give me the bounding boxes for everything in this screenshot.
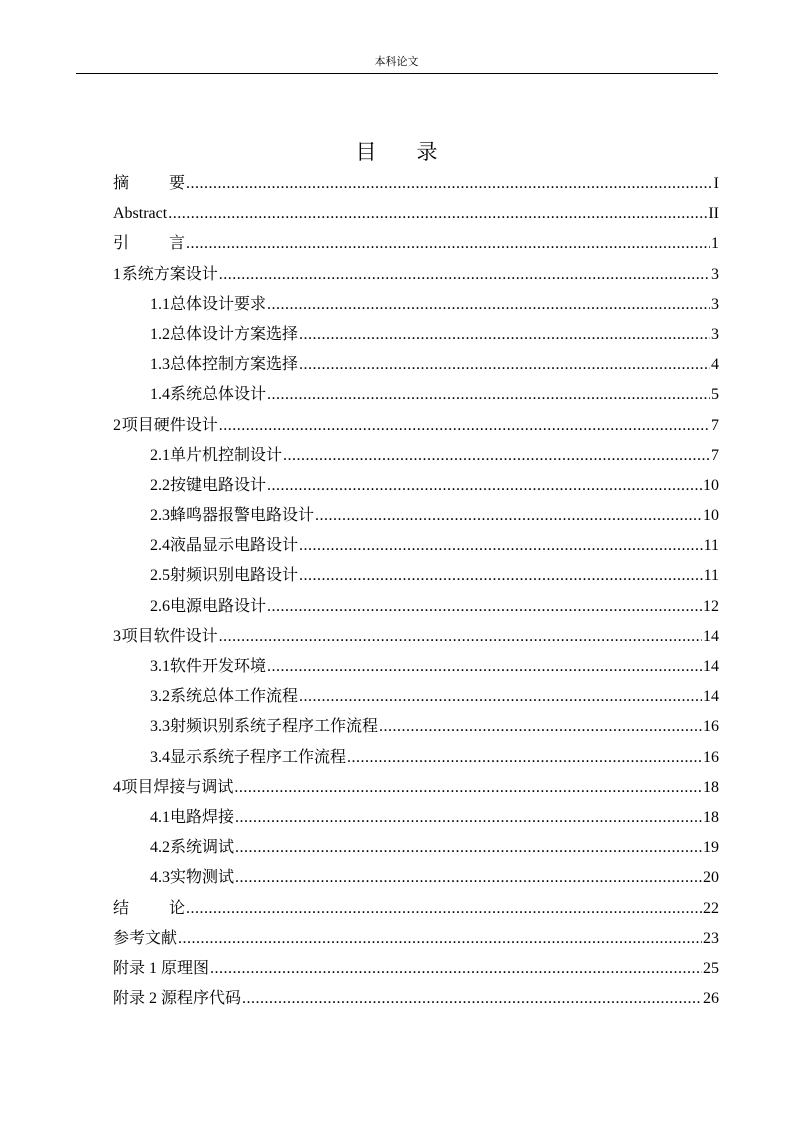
- toc-dot-leader: [267, 592, 702, 622]
- table-of-contents: [113, 169, 719, 1014]
- toc-entry-number: 4.2: [150, 839, 170, 857]
- toc-entry[interactable]: [113, 260, 719, 290]
- toc-entry-label: 射频识别系统子程序工作流程: [170, 718, 379, 736]
- toc-entry-page: 18: [703, 778, 719, 796]
- toc-entry-number: 2.6: [150, 597, 170, 615]
- toc-entry-page: 14: [703, 658, 719, 675]
- toc-entry-label: 射频识别电路设计: [170, 567, 299, 585]
- toc-entry-label: 显示系统子程序工作流程: [170, 748, 347, 766]
- toc-entry[interactable]: [113, 501, 719, 531]
- toc-dot-leader: [234, 773, 702, 803]
- toc-entry[interactable]: [113, 833, 719, 863]
- toc-entry[interactable]: [113, 169, 719, 199]
- toc-entry-number: 4: [113, 778, 121, 796]
- toc-entry-label: 液晶显示电路设计: [170, 537, 299, 555]
- toc-dot-leader: [186, 229, 710, 259]
- toc-dot-leader: [299, 682, 702, 712]
- toc-entry[interactable]: [113, 290, 719, 320]
- toc-entry-page: 4: [711, 356, 719, 374]
- toc-entry[interactable]: [113, 380, 719, 410]
- toc-dot-leader: [168, 199, 707, 229]
- toc-entry-page: 11: [703, 537, 719, 555]
- toc-entry-label: 结论: [113, 899, 226, 917]
- toc-entry-label: 附录 2 源程序代码: [113, 990, 242, 1008]
- toc-entry-label: 系统总体设计: [170, 386, 267, 404]
- toc-entry-label: 系统方案设计: [121, 265, 218, 283]
- toc-dot-leader: [267, 471, 702, 501]
- toc-dot-leader: [235, 863, 702, 893]
- toc-entry-number: 2: [113, 416, 121, 434]
- toc-entry-label: 实物测试: [170, 869, 235, 887]
- toc-entry-page: 11: [703, 567, 719, 585]
- toc-entry-number: 2.2: [150, 476, 170, 494]
- toc-entry-number: 3.1: [150, 658, 170, 675]
- toc-dot-leader: [267, 380, 710, 410]
- toc-entry-number: 1.3: [150, 356, 170, 374]
- toc-dot-leader: [299, 561, 703, 591]
- toc-entry-number: 3.4: [150, 748, 170, 766]
- toc-dot-leader: [219, 260, 710, 290]
- toc-dot-leader: [235, 803, 702, 833]
- toc-entry[interactable]: [113, 924, 719, 954]
- toc-entry-number: 2.3: [150, 507, 170, 525]
- toc-entry[interactable]: [113, 682, 719, 712]
- toc-entry-number: 2.1: [150, 446, 170, 464]
- toc-entry-label: 项目软件设计: [121, 627, 218, 645]
- toc-entry-page: 25: [703, 959, 719, 977]
- toc-entry[interactable]: [113, 743, 719, 773]
- toc-entry-page: 5: [711, 386, 719, 404]
- toc-entry-number: 1.1: [150, 295, 170, 313]
- toc-entry-label: 项目焊接与调试: [121, 778, 234, 796]
- toc-entry-label: 蜂鸣器报警电路设计: [170, 507, 315, 525]
- toc-dot-leader: [379, 712, 702, 742]
- toc-dot-leader: [235, 833, 702, 863]
- toc-entry[interactable]: [113, 471, 719, 501]
- toc-entry[interactable]: [113, 803, 719, 833]
- toc-entry[interactable]: [113, 561, 719, 591]
- toc-entry[interactable]: [113, 592, 719, 622]
- toc-entry-page: 23: [703, 929, 719, 947]
- toc-entry-label: 按键电路设计: [170, 476, 267, 494]
- toc-entry[interactable]: [113, 954, 719, 984]
- toc-entry[interactable]: [113, 229, 719, 259]
- toc-dot-leader: [299, 350, 710, 380]
- toc-dot-leader: [267, 290, 710, 320]
- toc-entry-page: 18: [703, 808, 719, 826]
- toc-entry-label: 项目硬件设计: [121, 416, 218, 434]
- toc-entry-number: 3: [113, 627, 121, 645]
- toc-entry-page: 14: [703, 627, 719, 645]
- toc-entry-page: 1: [711, 235, 719, 253]
- toc-dot-leader: [299, 320, 710, 350]
- toc-entry[interactable]: [113, 984, 719, 1014]
- toc-entry-label: 引言: [113, 235, 226, 253]
- toc-entry-label: 电路焊接: [170, 808, 235, 826]
- toc-entry-page: 22: [703, 899, 719, 917]
- toc-entry[interactable]: [113, 894, 719, 924]
- toc-entry[interactable]: [113, 350, 719, 380]
- toc-entry-label: 附录 1 原理图: [113, 959, 210, 977]
- toc-entry-number: 3.2: [150, 688, 170, 706]
- toc-entry-number: 1.2: [150, 325, 170, 343]
- toc-entry-label: Abstract: [113, 205, 168, 223]
- toc-dot-leader: [178, 924, 702, 954]
- toc-entry-number: 2.4: [150, 537, 170, 555]
- toc-entry-page: 14: [703, 688, 719, 706]
- toc-entry-label: 总体控制方案选择: [170, 356, 299, 374]
- toc-entry-page: 16: [703, 748, 719, 766]
- toc-entry[interactable]: [113, 531, 719, 561]
- toc-dot-leader: [210, 954, 702, 984]
- toc-title: 目录: [355, 140, 478, 164]
- toc-dot-leader: [219, 622, 702, 652]
- toc-entry-page: 3: [711, 295, 719, 313]
- toc-entry-number: 4.1: [150, 808, 170, 826]
- toc-entry-label: 系统总体工作流程: [170, 688, 299, 706]
- toc-entry-label: 电源电路设计: [170, 597, 267, 615]
- toc-entry[interactable]: [113, 712, 719, 742]
- toc-dot-leader: [315, 501, 702, 531]
- toc-entry-page: 12: [703, 597, 719, 615]
- toc-entry[interactable]: [113, 320, 719, 350]
- toc-entry-page: 16: [703, 718, 719, 736]
- toc-entry-label: 总体设计要求: [170, 295, 267, 313]
- toc-entry[interactable]: [113, 863, 719, 893]
- toc-entry-page: 3: [711, 325, 719, 343]
- toc-dot-leader: [267, 652, 702, 682]
- toc-dot-leader: [219, 411, 710, 441]
- toc-entry-label: 参考文献: [113, 929, 178, 947]
- toc-dot-leader: [242, 984, 702, 1014]
- toc-entry-page: 7: [711, 446, 719, 464]
- toc-entry[interactable]: [113, 411, 719, 441]
- toc-entry-page: 10: [703, 507, 719, 525]
- toc-dot-leader: [186, 894, 702, 924]
- toc-entry-number: 2.5: [150, 567, 170, 585]
- toc-entry-label: 软件开发环境: [170, 658, 267, 675]
- running-header: 本科论文: [374, 56, 419, 68]
- toc-entry[interactable]: [113, 773, 719, 803]
- toc-entry-number: 1: [113, 265, 121, 283]
- toc-entry[interactable]: [113, 199, 719, 229]
- toc-entry-number: 4.3: [150, 869, 170, 887]
- toc-entry[interactable]: [113, 622, 719, 652]
- toc-entry-page: 19: [703, 839, 719, 857]
- toc-entry[interactable]: [113, 441, 719, 471]
- toc-dot-leader: [347, 743, 702, 773]
- toc-entry-label: 摘要: [113, 175, 226, 192]
- toc-entry-number: 3.3: [150, 718, 170, 736]
- toc-entry-page: I: [713, 175, 719, 192]
- toc-entry-label: 总体设计方案选择: [170, 325, 299, 343]
- toc-entry-page: II: [708, 205, 719, 223]
- toc-entry[interactable]: [113, 652, 719, 682]
- toc-entry-page: 10: [703, 476, 719, 494]
- toc-entry-page: 20: [703, 869, 719, 887]
- toc-entry-number: 1.4: [150, 386, 170, 404]
- toc-dot-leader: [299, 531, 703, 561]
- toc-entry-page: 7: [711, 416, 719, 434]
- header-divider: [76, 73, 718, 74]
- toc-dot-leader: [186, 169, 713, 199]
- toc-entry-label: 单片机控制设计: [170, 446, 283, 464]
- toc-entry-page: 26: [703, 990, 719, 1008]
- toc-entry-page: 3: [711, 265, 719, 283]
- toc-entry-label: 系统调试: [170, 839, 235, 857]
- toc-dot-leader: [283, 441, 710, 471]
